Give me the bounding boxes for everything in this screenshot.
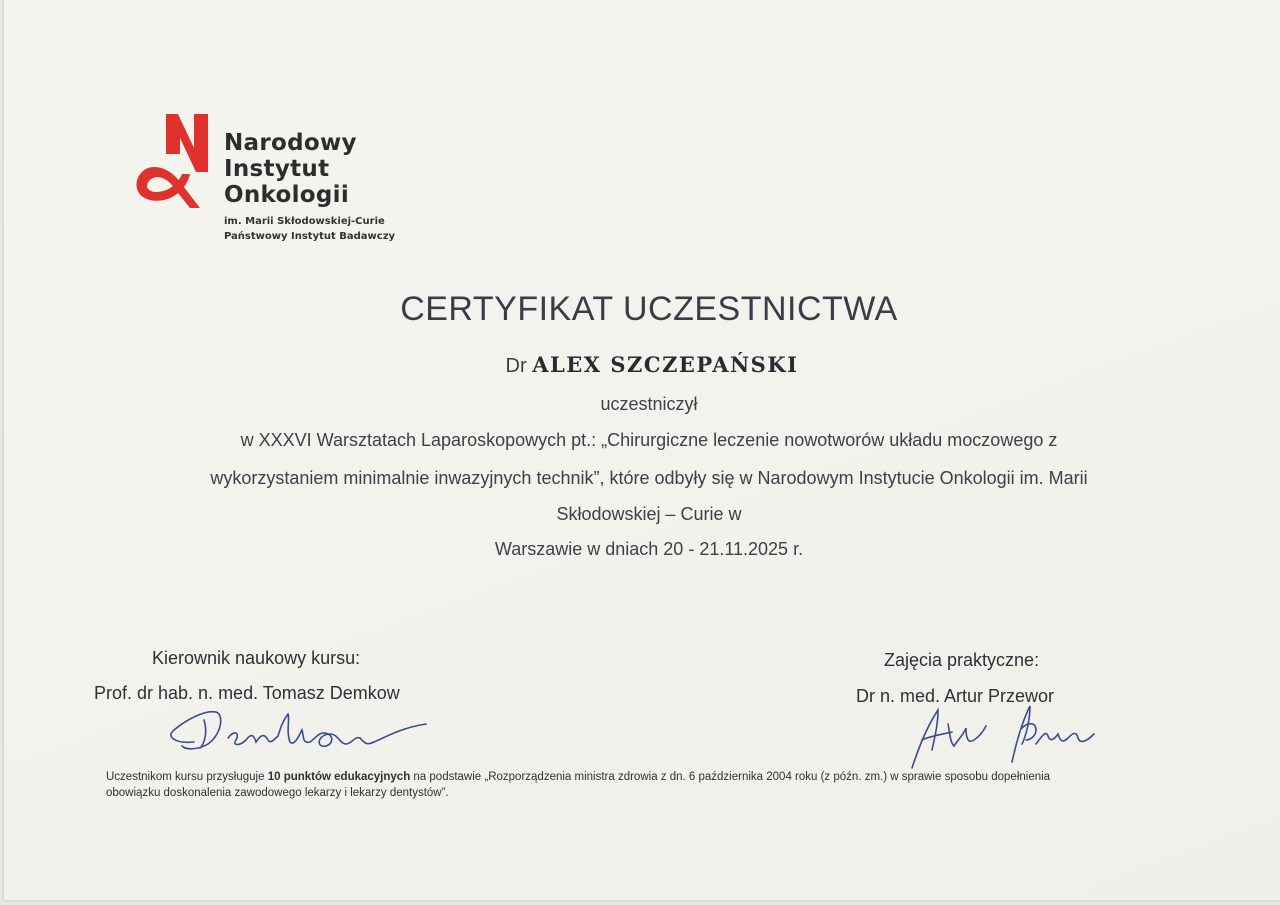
left-signatory-role: Kierownik naukowy kursu:: [152, 648, 361, 668]
left-signature: [164, 700, 434, 762]
right-signature: [904, 700, 1104, 772]
education-points-note: [106, 769, 1206, 801]
recipient-honorific: Dr: [505, 355, 527, 377]
institution-name-line3: Onkologii: [224, 182, 350, 208]
course-description-line3: Skłodowskiej – Curie w: [556, 504, 742, 524]
footnote-points: 10 punktów edukacyjnych: [267, 771, 411, 783]
certificate-page: [4, 0, 1280, 900]
institution-subtitle-line2: Państwowy Instytut Badawczy: [224, 231, 396, 242]
right-signatory-role: Zajęcia praktyczne:: [884, 650, 1040, 670]
certificate-title: CERTYFIKAT UCZESTNICTWA: [400, 290, 898, 328]
left-signatory-name: Prof. dr hab. n. med. Tomasz Demkow: [94, 683, 400, 703]
recipient-line: [4, 352, 1280, 378]
institution-name-line2: Instytut: [224, 156, 330, 182]
institution-brand: [224, 130, 395, 244]
recipient-name: ALEX SZCZEPAŃSKI: [532, 352, 799, 377]
right-signatory-name: Dr n. med. Artur Przewor: [856, 686, 1055, 706]
institution-name-line1: Narodowy: [224, 130, 357, 156]
course-description-line1: w XXXVI Warsztatach Laparoskopowych pt.: „Chirurgiczne leczenie nowotworów układu moczowego z: [240, 430, 1058, 450]
footnote-text-part1: Uczestnikom kursu przysługuje: [106, 771, 268, 783]
footnote-text-line2: obowiązku doskonalenia zawodowego lekarzy i lekarzy dentystów”.: [106, 787, 449, 799]
footnote-text-part2: na podstawie „Rozporządzenia ministra zdrowia z dn. 6 października 2004 roku (z późn. zm.) w sprawie sposobu dopełnienia: [410, 771, 1051, 783]
nio-logo-icon: [128, 112, 218, 212]
course-date-line: Warszawie w dniach 20 - 21.11.2025 r.: [494, 539, 804, 559]
participated-text: uczestniczył: [600, 394, 698, 414]
institution-subtitle-line1: im. Marii Skłodowskiej-Curie: [224, 216, 385, 227]
course-description-line2: wykorzystaniem minimalnie inwazyjnych technik”, które odbyły się w Narodowym Instytucie Onkologii im. Marii: [210, 468, 1088, 488]
